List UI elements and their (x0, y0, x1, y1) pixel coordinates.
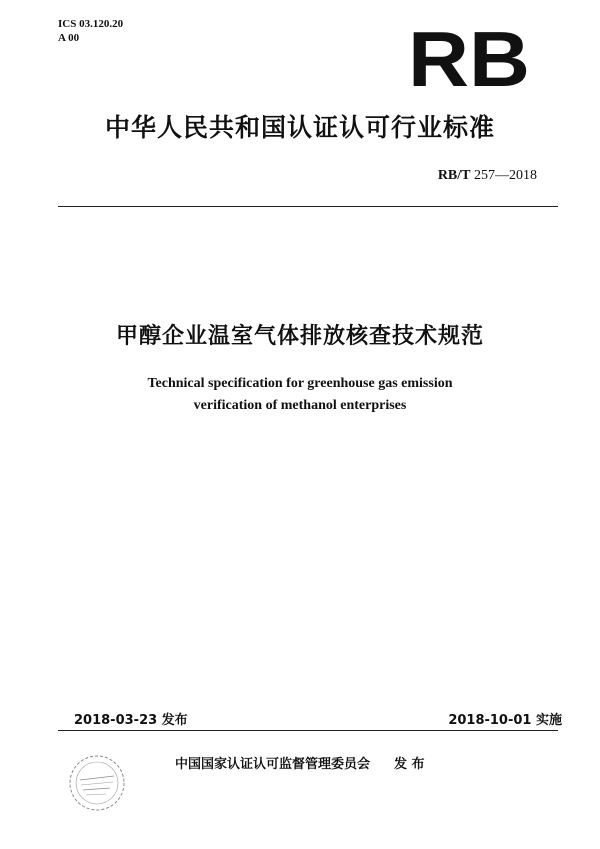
standard-number-prefix: RB/T (437, 168, 471, 183)
publisher-line (175, 753, 425, 772)
ics-code: ICS 03.120.20 (58, 18, 124, 30)
implementation-date: 2018-10-01 实施 (448, 713, 562, 728)
issue-date: 2018-03-23 发布 (74, 713, 188, 728)
rb-logo (407, 22, 531, 92)
standard-number (438, 168, 537, 184)
top-divider (58, 206, 558, 207)
title-en-line-2: verification of methanol enterprises (193, 398, 407, 413)
title-en-line-1: Technical specification for greenhouse gas emission (147, 376, 453, 391)
standard-number-rest: 257—2018 (470, 168, 537, 183)
document-title-cn: 甲醇企业温室气体排放核查技术规范 (115, 324, 484, 349)
svg-text:RB: RB (408, 22, 530, 92)
document-title-en (0, 373, 600, 417)
publisher-name: 中国国家认证认可监督管理委员会 (175, 757, 371, 772)
standard-category-title: 中华人民共和国认证认可行业标准 (104, 113, 495, 142)
publisher-action: 发 布 (394, 757, 425, 772)
library-stamp (66, 752, 128, 814)
classification-code: A 00 (58, 32, 80, 44)
classification-block (58, 17, 123, 45)
bottom-divider (58, 730, 558, 731)
